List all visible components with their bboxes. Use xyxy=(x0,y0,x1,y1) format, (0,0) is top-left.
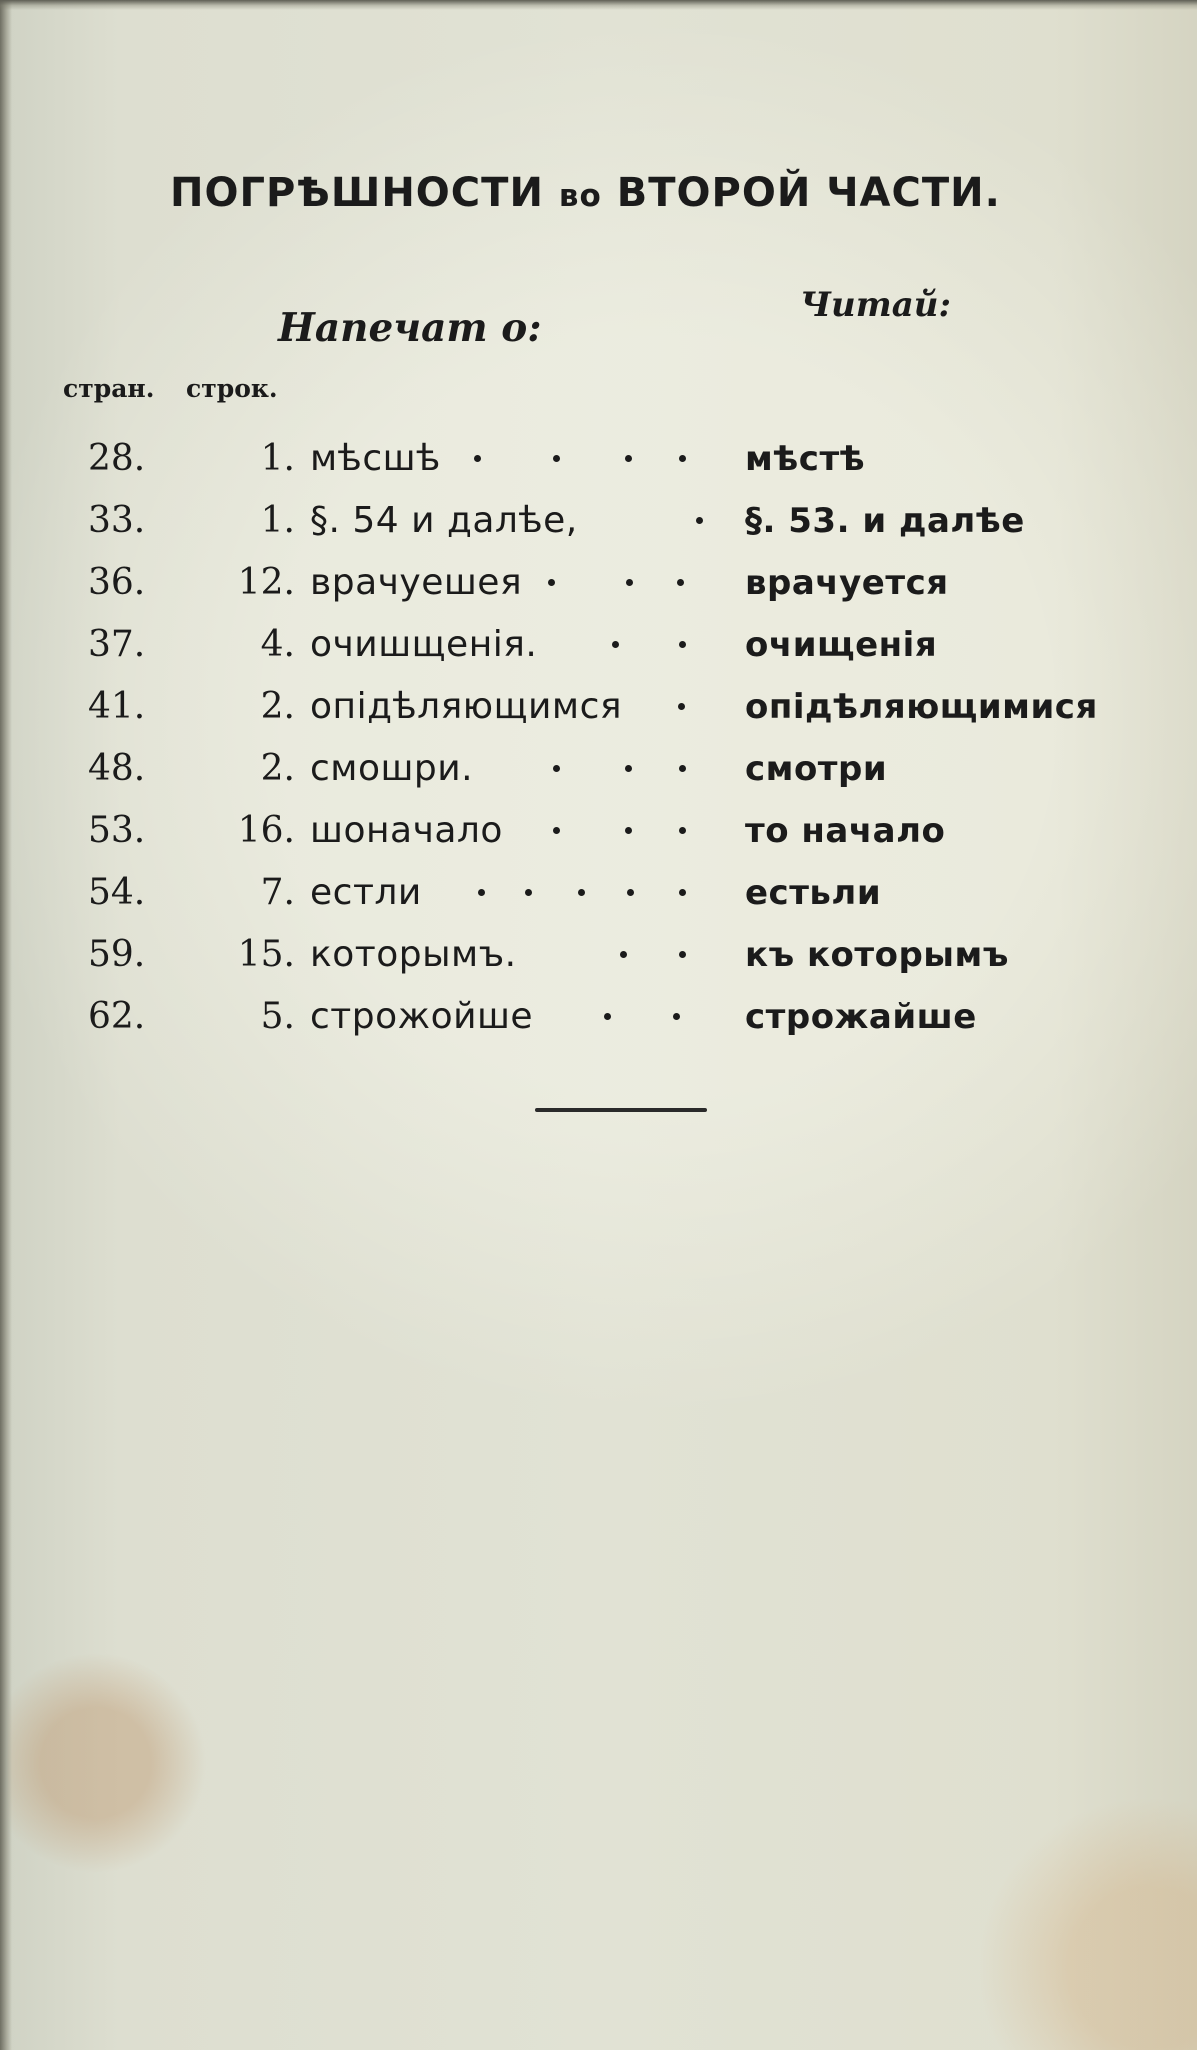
printed-text: мѣсшѣ xyxy=(310,438,441,479)
leader-dot xyxy=(553,455,560,462)
errata-row xyxy=(0,738,1197,800)
corrected-text: то начало xyxy=(745,811,946,851)
line-number: 2. xyxy=(260,686,295,727)
corrected-text: опідѣляющимися xyxy=(745,687,1098,727)
corrected-text: очищенія xyxy=(745,625,938,665)
printed-text: строжойше xyxy=(310,996,534,1037)
page-number: 53. xyxy=(88,810,146,851)
corrected-text: строжайше xyxy=(745,997,977,1037)
errata-row xyxy=(0,676,1197,738)
leader-dot xyxy=(679,889,686,896)
corrected-text: смотри xyxy=(745,749,888,789)
line-number: 4. xyxy=(260,624,295,665)
corrected-text: мѣстѣ xyxy=(745,439,866,479)
leader-dot xyxy=(474,455,481,462)
leader-dot xyxy=(553,765,560,772)
errata-row xyxy=(0,490,1197,552)
corrected-text: естьли xyxy=(745,873,882,913)
corrected-text: врачуется xyxy=(745,563,949,603)
title-part-4: ВТОРОЙ ЧАСТИ. xyxy=(616,170,1001,216)
line-number: 12. xyxy=(237,562,295,603)
page-number: 62. xyxy=(88,996,146,1037)
leader-dot xyxy=(627,889,634,896)
leader-dot xyxy=(612,641,619,648)
corrected-text: §. 53. и далѣе xyxy=(745,501,1025,541)
line-number: 2. xyxy=(260,748,295,789)
page-number: 59. xyxy=(88,934,146,975)
page-column-heading: стран. xyxy=(63,374,155,403)
page-number: 33. xyxy=(88,500,146,541)
errata-row xyxy=(0,800,1197,862)
leader-dot xyxy=(478,889,485,896)
leader-dot xyxy=(625,827,632,834)
leader-dot xyxy=(620,951,627,958)
leader-dot xyxy=(679,951,686,958)
errata-row xyxy=(0,428,1197,490)
leader-dot xyxy=(679,827,686,834)
leader-dot xyxy=(679,455,686,462)
leader-dot xyxy=(673,1013,680,1020)
line-number: 16. xyxy=(237,810,295,851)
page-title xyxy=(170,170,1050,216)
leader-dot xyxy=(677,579,684,586)
read-column-heading: Читай: xyxy=(800,285,952,325)
errata-row xyxy=(0,862,1197,924)
printed-text: шоначало xyxy=(310,810,503,851)
printed-text: которымъ. xyxy=(310,934,517,975)
leader-dot xyxy=(625,765,632,772)
leader-dot xyxy=(548,579,555,586)
end-rule xyxy=(535,1108,707,1112)
leader-dot xyxy=(604,1013,611,1020)
page-number: 54. xyxy=(88,872,146,913)
printed-column-heading: Напечат о: xyxy=(278,305,542,351)
line-number: 1. xyxy=(260,438,295,479)
page-number: 48. xyxy=(88,748,146,789)
corrected-text: къ которымъ xyxy=(745,935,1009,975)
printed-text: естли xyxy=(310,872,422,913)
leader-dot xyxy=(626,579,633,586)
leader-dot xyxy=(625,455,632,462)
errata-row xyxy=(0,552,1197,614)
leader-dot xyxy=(678,703,685,710)
line-number: 15. xyxy=(237,934,295,975)
leader-dot xyxy=(553,827,560,834)
leader-dot xyxy=(525,889,532,896)
title-part-1: ПОГРѢШНОС xyxy=(170,170,482,216)
errata-row xyxy=(0,924,1197,986)
printed-text: смошри. xyxy=(310,748,474,789)
line-number: 1. xyxy=(260,500,295,541)
line-number: 5. xyxy=(260,996,295,1037)
line-number: 7. xyxy=(260,872,295,913)
printed-text: опідѣляющимся xyxy=(310,686,623,727)
leader-dot xyxy=(679,641,686,648)
line-column-heading: строк. xyxy=(186,374,278,403)
page-number: 41. xyxy=(88,686,146,727)
title-part-2: ТИ xyxy=(481,170,544,216)
page-number: 28. xyxy=(88,438,146,479)
errata-row xyxy=(0,614,1197,676)
errata-row xyxy=(0,986,1197,1048)
leader-dot xyxy=(578,889,585,896)
leader-dot xyxy=(696,517,703,524)
leader-dot xyxy=(679,765,686,772)
printed-text: §. 54 и далѣе, xyxy=(310,500,578,541)
printed-text: врачуешея xyxy=(310,562,523,603)
page-number: 36. xyxy=(88,562,146,603)
printed-text: очишщенія. xyxy=(310,624,538,665)
page-number: 37. xyxy=(88,624,146,665)
title-part-3: во xyxy=(558,178,602,214)
